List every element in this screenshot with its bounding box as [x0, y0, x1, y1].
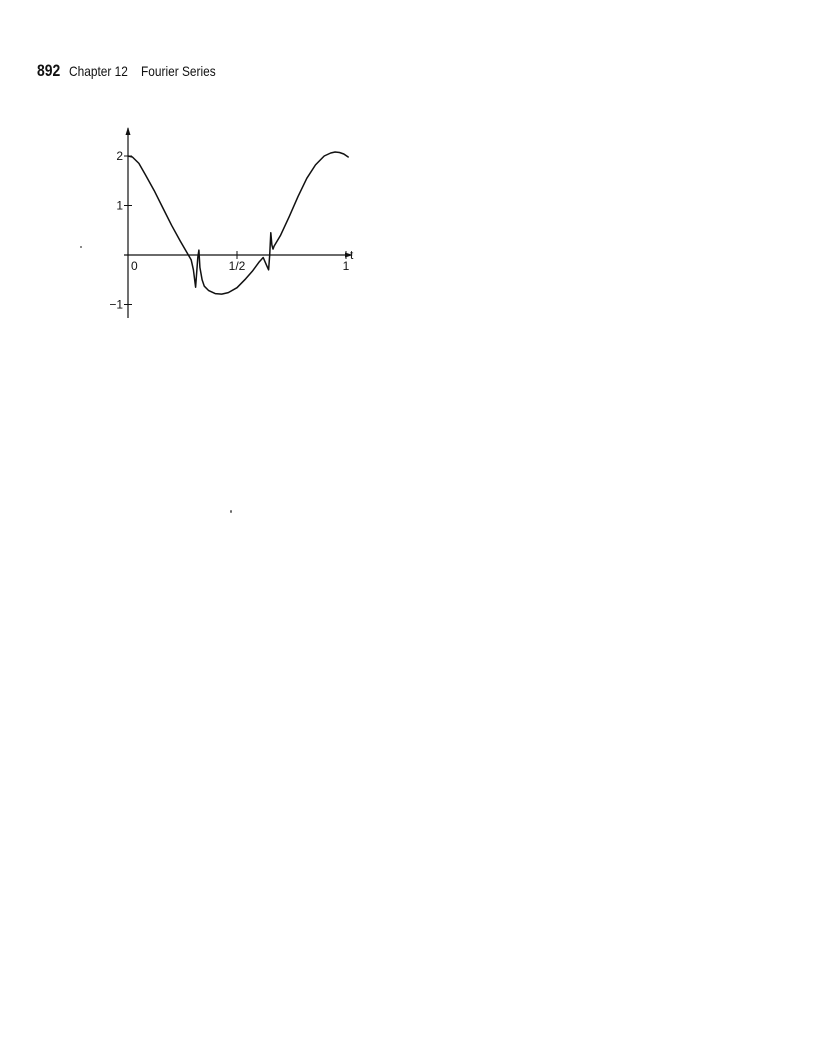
fourier-plot [100, 120, 380, 330]
print-speck [80, 246, 82, 248]
x-tick-label: 1/2 [228, 259, 246, 273]
y-tick-label: 2 [116, 149, 123, 163]
x-tick-label: 1 [342, 259, 350, 273]
running-head [37, 61, 229, 81]
fourier-figure [100, 120, 380, 330]
y-tick-label: 1 [116, 198, 123, 213]
y-axis-arrow [126, 127, 131, 135]
page-number: 892 [37, 61, 61, 80]
chapter-title: Fourier Series [140, 63, 216, 79]
print-speck [230, 510, 232, 513]
x-axis-label: t [350, 248, 354, 262]
y-tick-label: −1 [109, 297, 123, 312]
x-tick-label: 0 [131, 259, 138, 273]
chapter-label: Chapter 12 [69, 63, 129, 79]
